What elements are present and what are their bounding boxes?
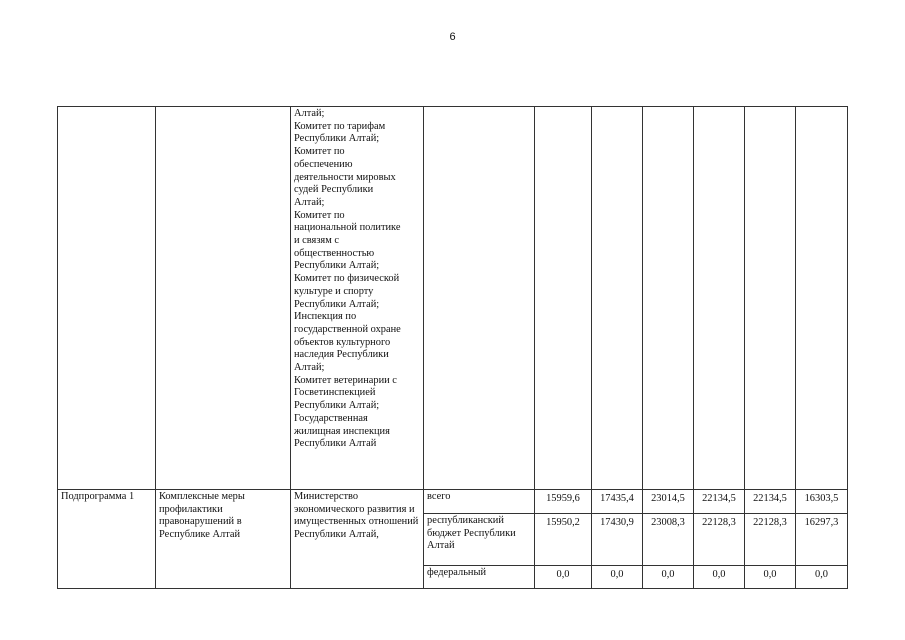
executor-line: Республики Алтай; bbox=[294, 260, 380, 272]
executor-line: Комитет по bbox=[294, 209, 345, 221]
executor-line: Республики Алтай; bbox=[294, 400, 380, 412]
executor-line: Республики Алтай; bbox=[294, 298, 380, 310]
value-cell: 17435,4 bbox=[592, 490, 643, 514]
cell-empty bbox=[535, 107, 592, 490]
subprogram-row-total bbox=[58, 490, 848, 514]
value-cell: 0,0 bbox=[796, 566, 848, 589]
cell-empty bbox=[424, 107, 535, 490]
cell-empty bbox=[643, 107, 694, 490]
value-cell: 17430,9 bbox=[592, 514, 643, 566]
executor-line: государственной охране bbox=[294, 323, 401, 335]
value-cell: 22134,5 bbox=[694, 490, 745, 514]
value-cell: 0,0 bbox=[592, 566, 643, 589]
value-cell: 15959,6 bbox=[535, 490, 592, 514]
executor-line: Комитет по физической bbox=[294, 273, 400, 285]
funding-source: всего bbox=[424, 490, 535, 514]
value-cell: 0,0 bbox=[643, 566, 694, 589]
subprogram-executor: Министерство экономического развития и имущественных отношений Республики Алтай, bbox=[291, 490, 424, 589]
cell-empty bbox=[745, 107, 796, 490]
cell-empty bbox=[58, 107, 156, 490]
continuation-row bbox=[58, 107, 848, 490]
cell-empty bbox=[796, 107, 848, 490]
executor-line: Госветинспекцией bbox=[294, 387, 376, 399]
cell-empty bbox=[694, 107, 745, 490]
executor-line: Государственная bbox=[294, 412, 368, 424]
executor-line: Инспекция по bbox=[294, 311, 357, 323]
executor-line: Комитет ветеринарии с bbox=[294, 374, 397, 386]
value-cell: 22128,3 bbox=[745, 514, 796, 566]
executor-line: Алтай; bbox=[294, 108, 325, 119]
executor-line: Комитет по тарифам bbox=[294, 120, 386, 132]
executor-line: и связям с bbox=[294, 235, 339, 247]
executor-line: национальной политике bbox=[294, 222, 401, 234]
executor-line: наследия Республики bbox=[294, 349, 389, 361]
budget-table bbox=[57, 106, 848, 589]
executor-line: Комитет по bbox=[294, 146, 345, 158]
executor-line: Алтай; bbox=[294, 196, 325, 208]
executor-line: культуре и спорту bbox=[294, 285, 374, 297]
value-cell: 0,0 bbox=[745, 566, 796, 589]
executors-cell bbox=[291, 107, 424, 490]
cell-empty bbox=[156, 107, 291, 490]
value-cell: 0,0 bbox=[535, 566, 592, 589]
value-cell: 16297,3 bbox=[796, 514, 848, 566]
executor-line: обеспечению bbox=[294, 158, 353, 170]
cell-empty bbox=[592, 107, 643, 490]
value-cell: 15950,2 bbox=[535, 514, 592, 566]
executor-line: Алтай; bbox=[294, 362, 325, 374]
value-cell: 0,0 bbox=[694, 566, 745, 589]
executor-line: Республики Алтай bbox=[294, 438, 377, 450]
value-cell: 16303,5 bbox=[796, 490, 848, 514]
subprogram-name: Комплексные меры профилактики правонарушений в Республике Алтай bbox=[156, 490, 291, 589]
executor-line: жилищная инспекция bbox=[294, 425, 390, 437]
subprogram-label: Подпрограмма 1 bbox=[58, 490, 156, 589]
executor-line: общественностью bbox=[294, 247, 375, 259]
page-number: 6 bbox=[449, 31, 456, 43]
executor-line: Республики Алтай; bbox=[294, 133, 380, 145]
executor-line: деятельности мировых bbox=[294, 171, 396, 183]
executor-line: объектов культурного bbox=[294, 336, 391, 348]
value-cell: 23008,3 bbox=[643, 514, 694, 566]
value-cell: 23014,5 bbox=[643, 490, 694, 514]
funding-source: республиканский бюджет Республики Алтай bbox=[424, 514, 535, 566]
value-cell: 22134,5 bbox=[745, 490, 796, 514]
value-cell: 22128,3 bbox=[694, 514, 745, 566]
executor-line: судей Республики bbox=[294, 184, 374, 196]
funding-source: федеральный bbox=[424, 566, 535, 589]
